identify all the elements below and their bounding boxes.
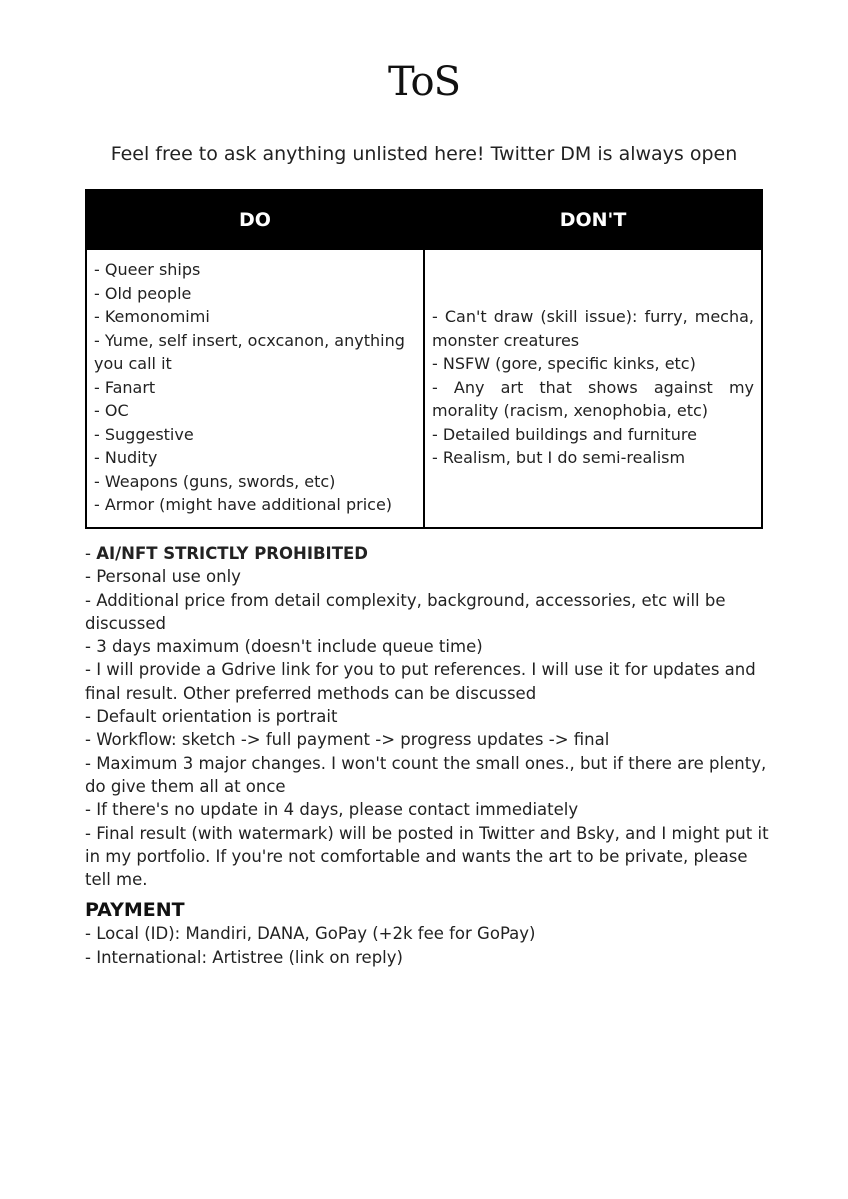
payment-item: - Local (ID): Mandiri, DANA, GoPay (+2k fee for GoPay) [85, 924, 536, 943]
rule-prefix: - [85, 544, 97, 563]
do-item: - Old people [94, 283, 192, 303]
rule-item: - Default orientation is portrait [85, 707, 338, 727]
rules-list [85, 542, 770, 891]
do-list [86, 249, 424, 528]
dont-item: - NSFW (gore, specific kinks, etc) [432, 354, 696, 373]
dont-item: - Any art that shows against my morality (racism, xenophobia, etc) [432, 377, 754, 420]
do-column-header: DO [86, 190, 424, 249]
dont-item: - Detailed buildings and furniture [432, 424, 697, 444]
do-item: - Weapons (guns, swords, etc) [94, 471, 336, 491]
do-item: - Yume, self insert, ocxcanon, anything you call it [94, 330, 405, 373]
do-item: - Suggestive [94, 424, 194, 444]
rule-item: - Final result (with watermark) will be posted in Twitter and Bsky, and I might put it in my portfolio. If you're not comfortable and wants the art to be private, please tell me. [85, 823, 769, 890]
page-title: ToS [387, 59, 461, 105]
do-item: - OC [94, 401, 129, 420]
rule-item-ai-nft [85, 542, 770, 565]
dont-item: - Realism, but I do semi-realism [432, 448, 686, 467]
rule-item: - Personal use only [85, 567, 241, 587]
payment-item: - International: Artistree (link on reply) [85, 947, 403, 967]
dont-list [424, 249, 762, 528]
table-header-row [86, 190, 762, 249]
page-subtitle: Feel free to ask anything unlisted here! Twitter DM is always open [110, 143, 738, 165]
dont-item: - Can't draw (skill issue): furry, mecha, monster creatures [432, 307, 754, 350]
rule-item: - Workflow: sketch -> full payment -> progress updates -> final [85, 730, 610, 750]
rule-item: - Additional price from detail complexity, background, accessories, etc will be discussed [85, 590, 726, 633]
rule-item: - Maximum 3 major changes. I won't count the small ones., but if there are plenty, do give them all at once [85, 753, 767, 796]
rule-item: - 3 days maximum (doesn't include queue time) [85, 637, 483, 657]
do-item: - Armor (might have additional price) [94, 495, 393, 514]
do-item: - Nudity [94, 448, 158, 467]
do-item: - Kemonomimi [94, 307, 210, 326]
do-dont-table [85, 189, 763, 529]
rule-item: - If there's no update in 4 days, please contact immediately [85, 800, 579, 820]
rule-bold-text: AI/NFT STRICTLY PROHIBITED [96, 544, 368, 563]
table-body-row [86, 249, 762, 528]
payment-list [85, 922, 770, 969]
dont-column-header: DON'T [424, 190, 762, 249]
do-item: - Fanart [94, 377, 156, 397]
payment-heading: PAYMENT [85, 899, 185, 921]
rule-item: - I will provide a Gdrive link for you to put references. I will use it for updates and final result. Other preferred methods can be discussed [85, 660, 756, 703]
do-item: - Queer ships [94, 260, 201, 279]
